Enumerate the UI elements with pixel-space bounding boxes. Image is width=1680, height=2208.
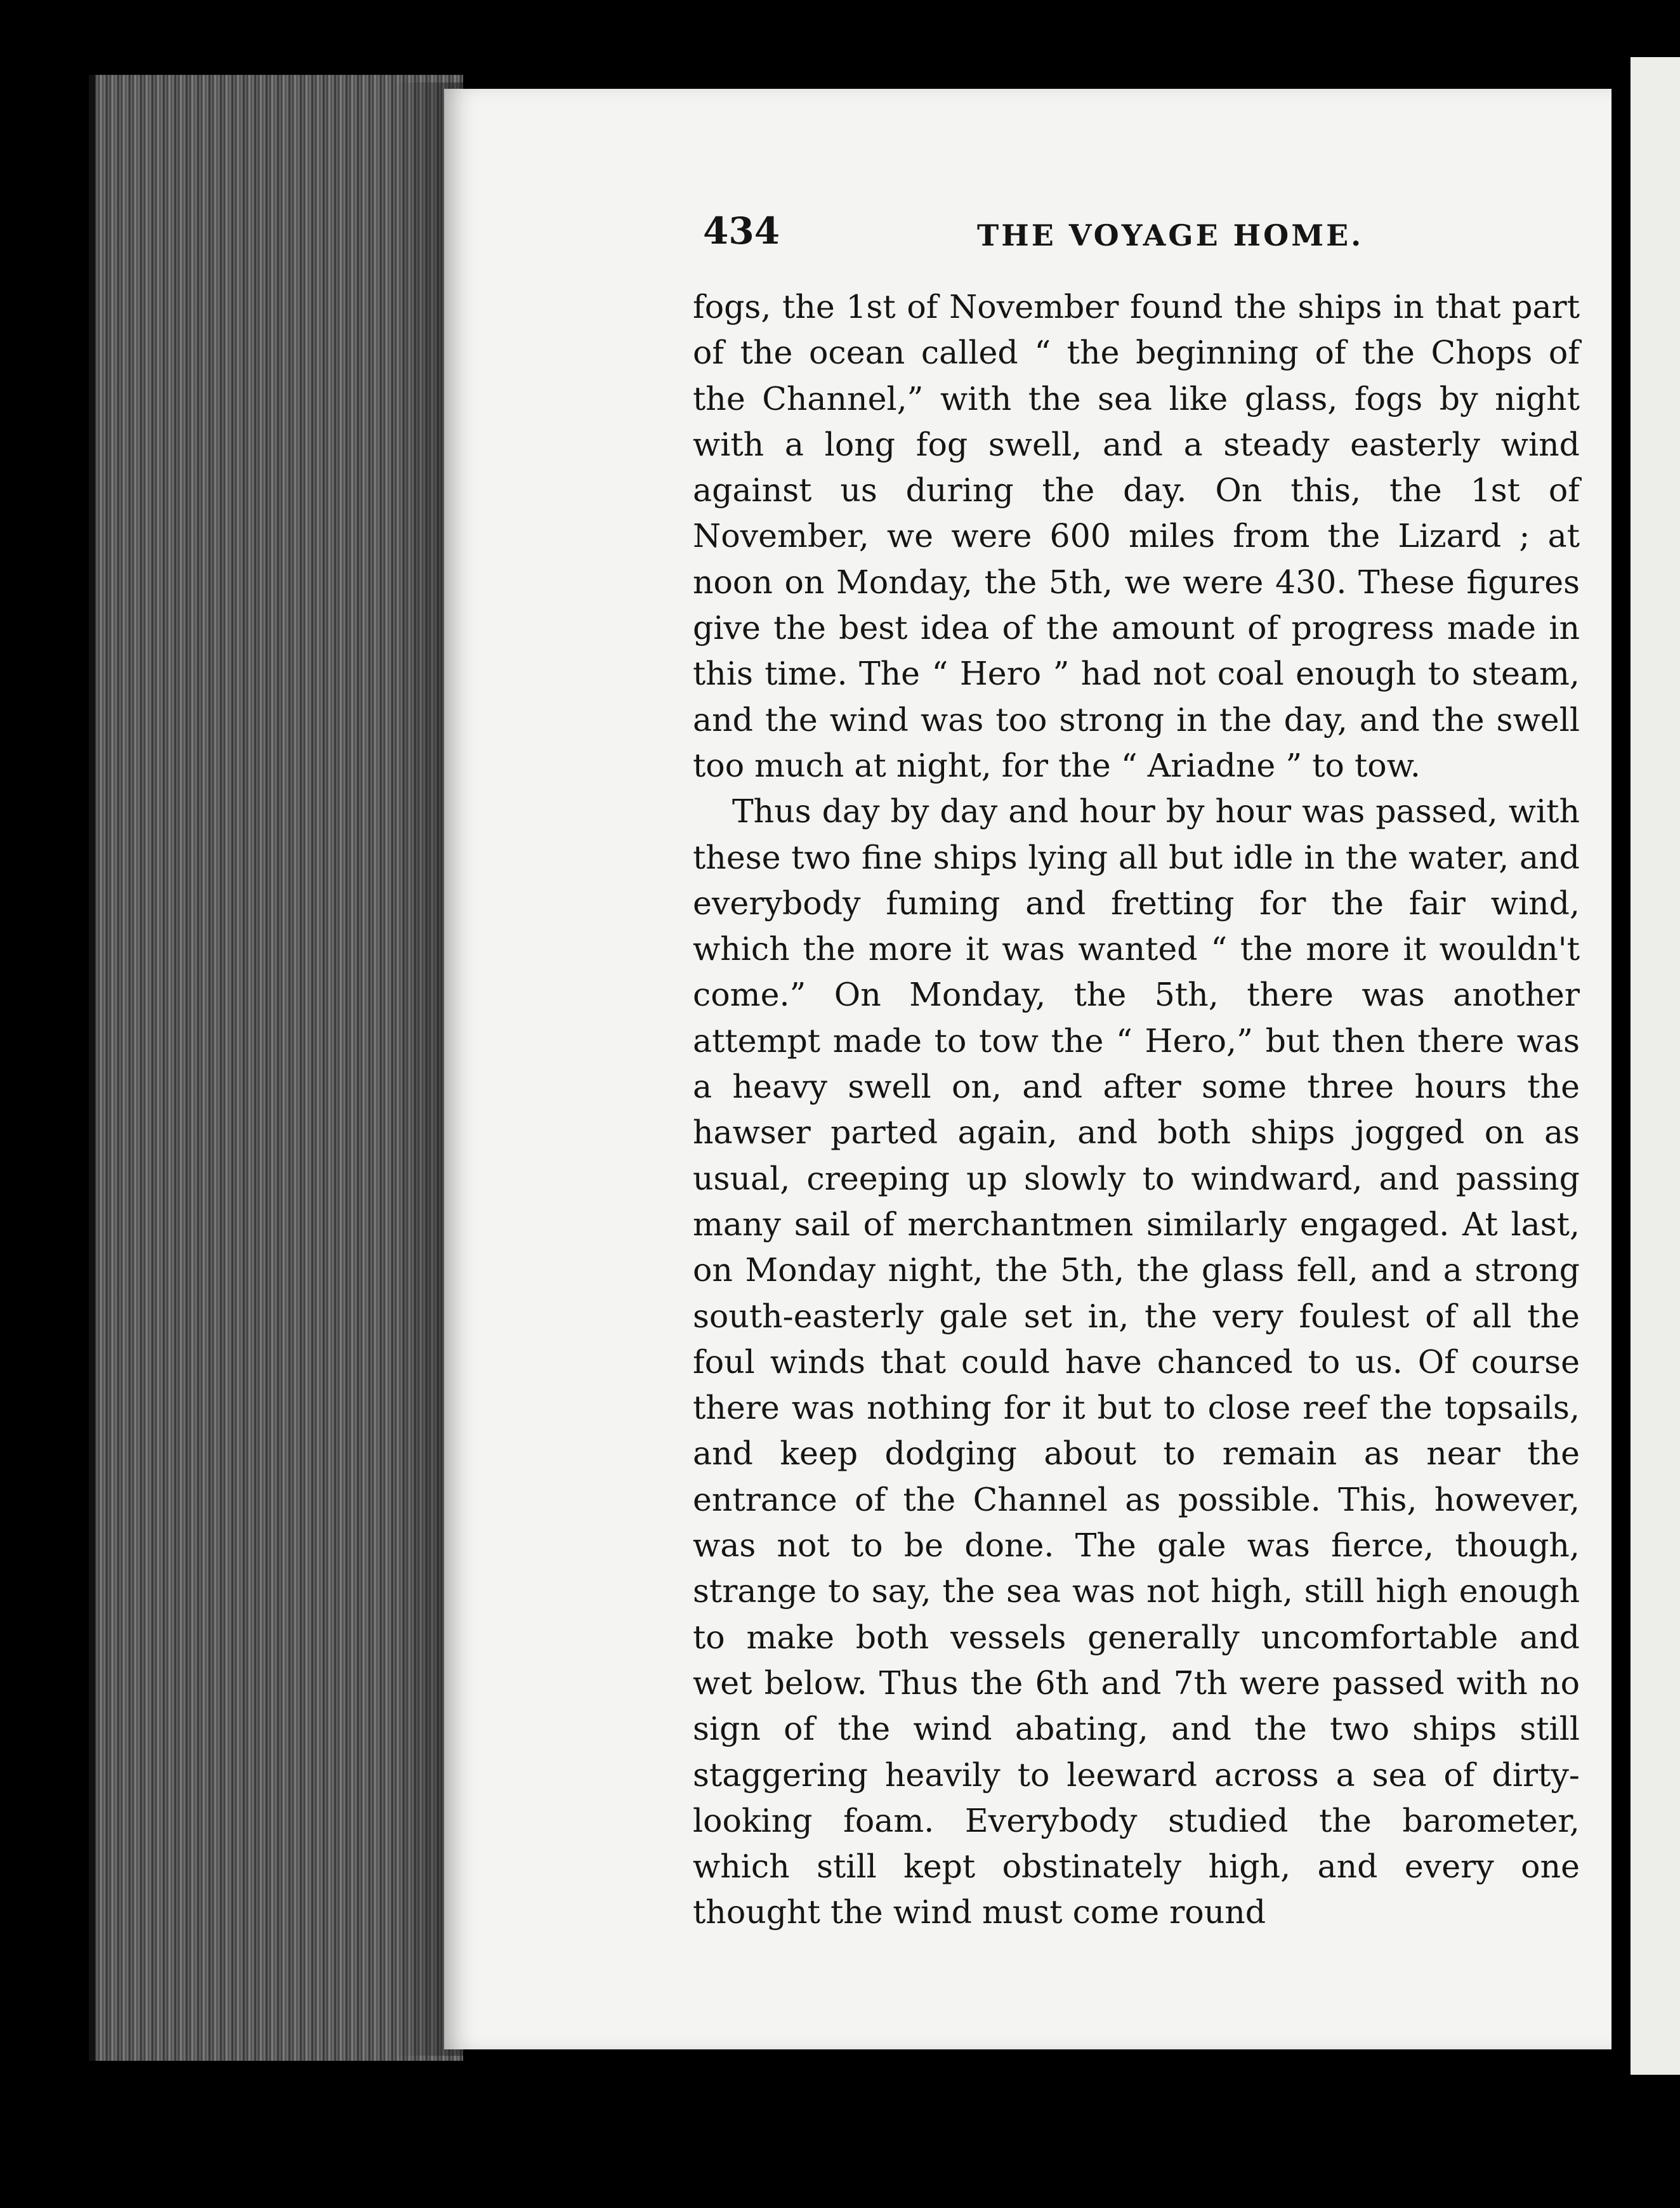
page-number: 434 (703, 209, 780, 253)
running-head: THE VOYAGE HOME. (977, 218, 1364, 253)
body-text (693, 284, 1580, 1936)
page-header (703, 209, 1578, 260)
facing-page-edge (1631, 57, 1680, 2075)
paragraph-1: fogs, the 1st of November found the ships in that part of the ocean called “ the beginning of the Chops of the Channel,” with the sea like glass, fogs by night with a long fog swell, and a steady easterly wind against us during the day. On this, the 1st of November, we were 600 miles from the Lizard ; at noon on Monday, the 5th, we were 430. These figures give the best idea of the amount of progress made in this time. The “ Hero ” had not coal enough to steam, and the wind was too strong in the day, and the swell too much at night, for the “ Ariadne ” to tow. (693, 288, 1580, 784)
paragraph-2: Thus day by day and hour by hour was passed, with these two fine ships lying all but idle in the water, and everybody fuming and fretting for the fair wind, which the more it was wanted “ the more it wouldn't come.” On Monday, the 5th, there was another attempt made to tow the “ Hero,” but then there was a heavy swell on, and after some three hours the hawser parted again, and both ships jogged on as usual, creeping up slowly to windward, and passing many sail of merchantmen similarly engaged. At last, on Monday night, the 5th, the glass fell, and a strong south-easterly gale set in, the very foulest of all the foul winds that could have chanced to us. Of course there was nothing for it but to close reef the topsails, and keep dodging about to remain as near the entrance of the Channel as possible. This, however, was not to be done. The gale was fierce, though, strange to say, the sea was not high, still high enough to make both vessels generally uncomfortable and wet below. Thus the 6th and 7th were passed with no sign of the wind abating, and the two ships still staggering heavily to leeward across a sea of dirty-looking foam. Everybody studied the barometer, which still kept obstinately high, and every one thought the wind must come round (693, 792, 1580, 1931)
